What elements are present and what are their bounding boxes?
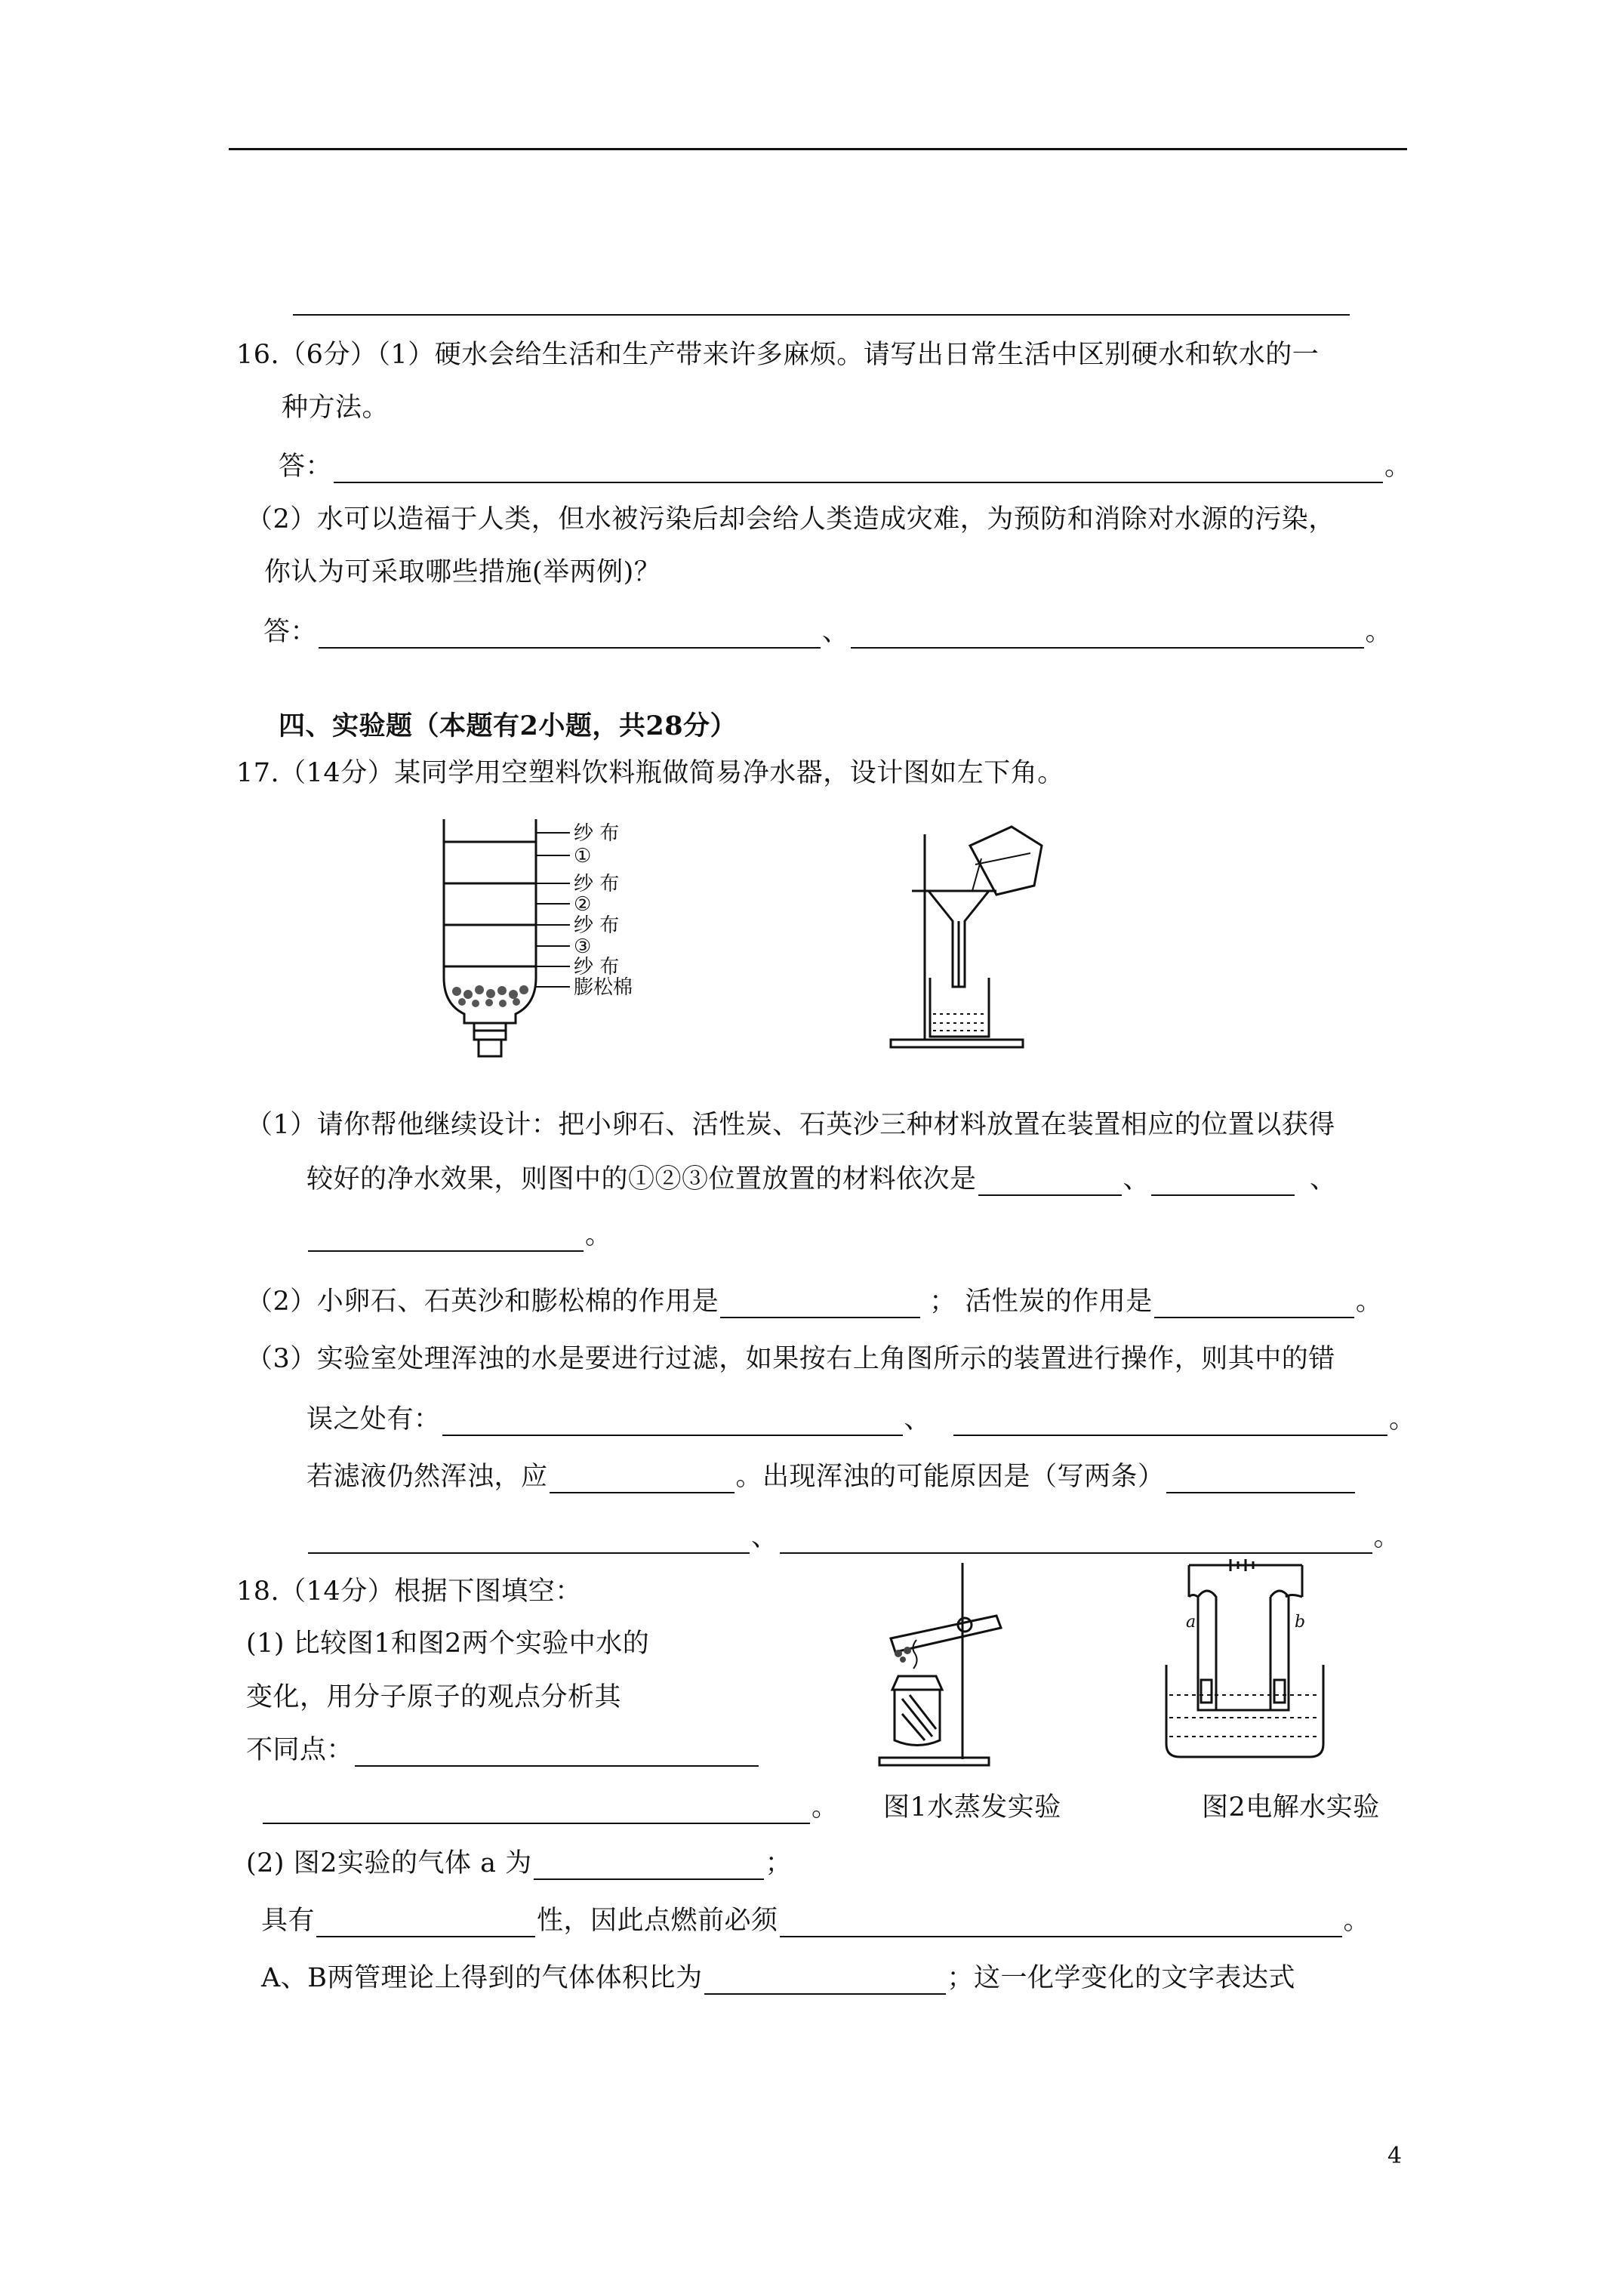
q17-p3-blank-3[interactable] xyxy=(550,1469,735,1493)
q18-p2-line3 xyxy=(261,1962,1295,1995)
q17-p3-blank-2[interactable] xyxy=(953,1412,1387,1436)
q18-p2-semicolon-1: ； xyxy=(765,1848,793,1878)
q18-p1-period: 。 xyxy=(812,1792,839,1823)
q18-p2-line2-text-b: 性，因此点燃前必须 xyxy=(537,1906,778,1936)
answer-line-prev xyxy=(293,314,1350,316)
q16-line2: 种方法。 xyxy=(282,393,390,423)
fig2-caption: 图2电解水实验 xyxy=(1202,1792,1380,1823)
q16-answer2-sep: 、 xyxy=(822,617,849,647)
q17-p2-blank-2[interactable] xyxy=(1154,1294,1354,1318)
q16-line1: 16.（6分）（1）硬水会给生活和生产带来许多麻烦。请写出日常生活中区别硬水和软水的一 xyxy=(236,340,1320,370)
q17-p3-line2 xyxy=(306,1403,1416,1436)
fig2-electrolysis-diagram xyxy=(1159,1559,1332,1763)
q17-p2-text-b: ； 活性炭的作用是 xyxy=(929,1287,1153,1317)
fig2-label-a: a xyxy=(1186,1613,1196,1632)
q18-p2-blank-1[interactable] xyxy=(534,1856,764,1880)
q17-p2 xyxy=(246,1285,1382,1318)
q17-p3-line3-text-b: 。出现浑浊的可能原因是（写两条） xyxy=(735,1462,1165,1492)
q16-answer1-period: 。 xyxy=(1384,451,1412,482)
header-rule xyxy=(229,148,1407,150)
q18-p2-blank-3[interactable] xyxy=(780,1913,1342,1937)
q17-p1-line2 xyxy=(306,1163,1337,1196)
q16-answer2-blank-2[interactable] xyxy=(851,624,1364,649)
q18-p1-line1: (1) 比较图1和图2两个实验中水的 xyxy=(246,1629,650,1659)
q16-answer2-blank-1[interactable] xyxy=(319,624,821,649)
bottle-label-7: 膨松棉 xyxy=(574,976,633,999)
q17-p1-line3 xyxy=(306,1219,612,1252)
q17-p1-sep-1: 、 xyxy=(1123,1164,1150,1194)
q17-p3-line4 xyxy=(306,1521,1400,1554)
bottle-label-2: 纱 布 xyxy=(574,873,620,895)
q18-p2-line3-text-b: ；这一化学变化的文字表达式 xyxy=(947,1963,1296,1993)
filtration-apparatus-diagram xyxy=(883,812,1072,1053)
q17-p1-blank-1[interactable] xyxy=(978,1172,1122,1196)
q18-p1-line4 xyxy=(261,1791,839,1824)
fig1-evaporation-diagram xyxy=(868,1555,1008,1771)
q18-p1-line2: 变化，用分子原子的观点分析其 xyxy=(246,1682,622,1712)
q16-answer1 xyxy=(279,450,1412,483)
q17-p3-period-2: 。 xyxy=(1373,1522,1401,1552)
section4-heading: 四、实验题（本题有2小题，共28分） xyxy=(279,710,738,741)
bottle-label-5: ③ xyxy=(574,935,592,958)
q17-p1-line1: （1）请你帮他继续设计：把小卵石、活性炭、石英沙三种材料放置在装置相应的位置以获得 xyxy=(246,1110,1335,1140)
q16-answer1-label: 答： xyxy=(279,451,333,482)
q18-p2-line2-text-a: 具有 xyxy=(261,1906,316,1936)
q18-p2-blank-2[interactable] xyxy=(316,1913,535,1937)
bottle-label-1: ① xyxy=(574,845,592,868)
bottle-label-6: 纱 布 xyxy=(574,956,620,978)
q18-p2-line2 xyxy=(261,1904,1370,1937)
q17-p3-blank-5[interactable] xyxy=(308,1530,750,1554)
q18-p1-line3 xyxy=(246,1734,760,1767)
q17-p3-sep-2: 、 xyxy=(751,1522,778,1552)
q17-p3-blank-4[interactable] xyxy=(1166,1469,1355,1493)
q18-p2-period: 。 xyxy=(1343,1906,1371,1936)
q18-p1-line3-text: 不同点： xyxy=(246,1735,354,1765)
q18-p1-blank-2[interactable] xyxy=(263,1800,810,1824)
fig2-label-b: b xyxy=(1295,1613,1306,1632)
q17-p3-sep: 、 xyxy=(904,1404,932,1435)
q16-answer2-period: 。 xyxy=(1365,617,1393,647)
q16-line3: （2）水可以造福于人类，但水被污染后却会给人类造成灾难，为预防和消除对水源的污染， xyxy=(246,504,1335,535)
fig1-caption: 图1水蒸发实验 xyxy=(883,1792,1061,1823)
q18-p2-line3-text-a: A、B两管理论上得到的气体体积比为 xyxy=(261,1963,703,1993)
q17-p3-line1: （3）实验室处理浑浊的水是要进行过滤，如果按右上角图所示的装置进行操作，则其中的错 xyxy=(246,1344,1335,1374)
q17-p2-period: 。 xyxy=(1355,1287,1383,1317)
q18-p1-blank-1[interactable] xyxy=(355,1743,759,1767)
q17-p1-period: 。 xyxy=(585,1220,612,1250)
q18-p2-line1-text: (2) 图2实验的气体 a 为 xyxy=(246,1848,532,1878)
q18-line1: 18.（14分）根据下图填空： xyxy=(236,1576,582,1607)
q17-p3-line3-text-a: 若滤液仍然浑浊，应 xyxy=(306,1462,548,1492)
q16-answer2 xyxy=(263,615,1392,649)
q17-p1-blank-3[interactable] xyxy=(308,1228,584,1252)
bottle-label-3: ② xyxy=(574,893,592,916)
bottle-label-4: 纱 布 xyxy=(574,914,620,937)
q17-p3-line2-text: 误之处有： xyxy=(306,1404,441,1435)
q17-p1-sep-2: 、 xyxy=(1310,1164,1337,1194)
q17-p3-blank-6[interactable] xyxy=(780,1530,1372,1554)
q17-p2-blank-1[interactable] xyxy=(720,1294,920,1318)
q17-p3-line3 xyxy=(306,1460,1357,1493)
q17-p3-period-1: 。 xyxy=(1389,1404,1416,1435)
q16-line4: 你认为可采取哪些措施(举两例)？ xyxy=(264,557,661,587)
page-number: 4 xyxy=(1387,2143,1403,2169)
q17-p2-text-a: （2）小卵石、石英沙和膨松棉的作用是 xyxy=(246,1287,719,1317)
bottle-label-0: 纱 布 xyxy=(574,822,620,845)
q16-answer2-label: 答： xyxy=(263,617,318,647)
q18-p2-line1 xyxy=(246,1847,792,1880)
q17-line1: 17.（14分）某同学用空塑料饮料瓶做简易净水器，设计图如左下角。 xyxy=(236,758,1064,788)
q18-p2-blank-4[interactable] xyxy=(704,1971,946,1995)
q17-p1-line2-text: 较好的净水效果，则图中的①②③位置放置的材料依次是 xyxy=(306,1164,977,1194)
q17-p1-blank-2[interactable] xyxy=(1151,1172,1295,1196)
q17-p3-blank-1[interactable] xyxy=(442,1412,903,1436)
bottle-filter-diagram xyxy=(430,812,687,1076)
q16-answer1-blank[interactable] xyxy=(334,459,1383,483)
